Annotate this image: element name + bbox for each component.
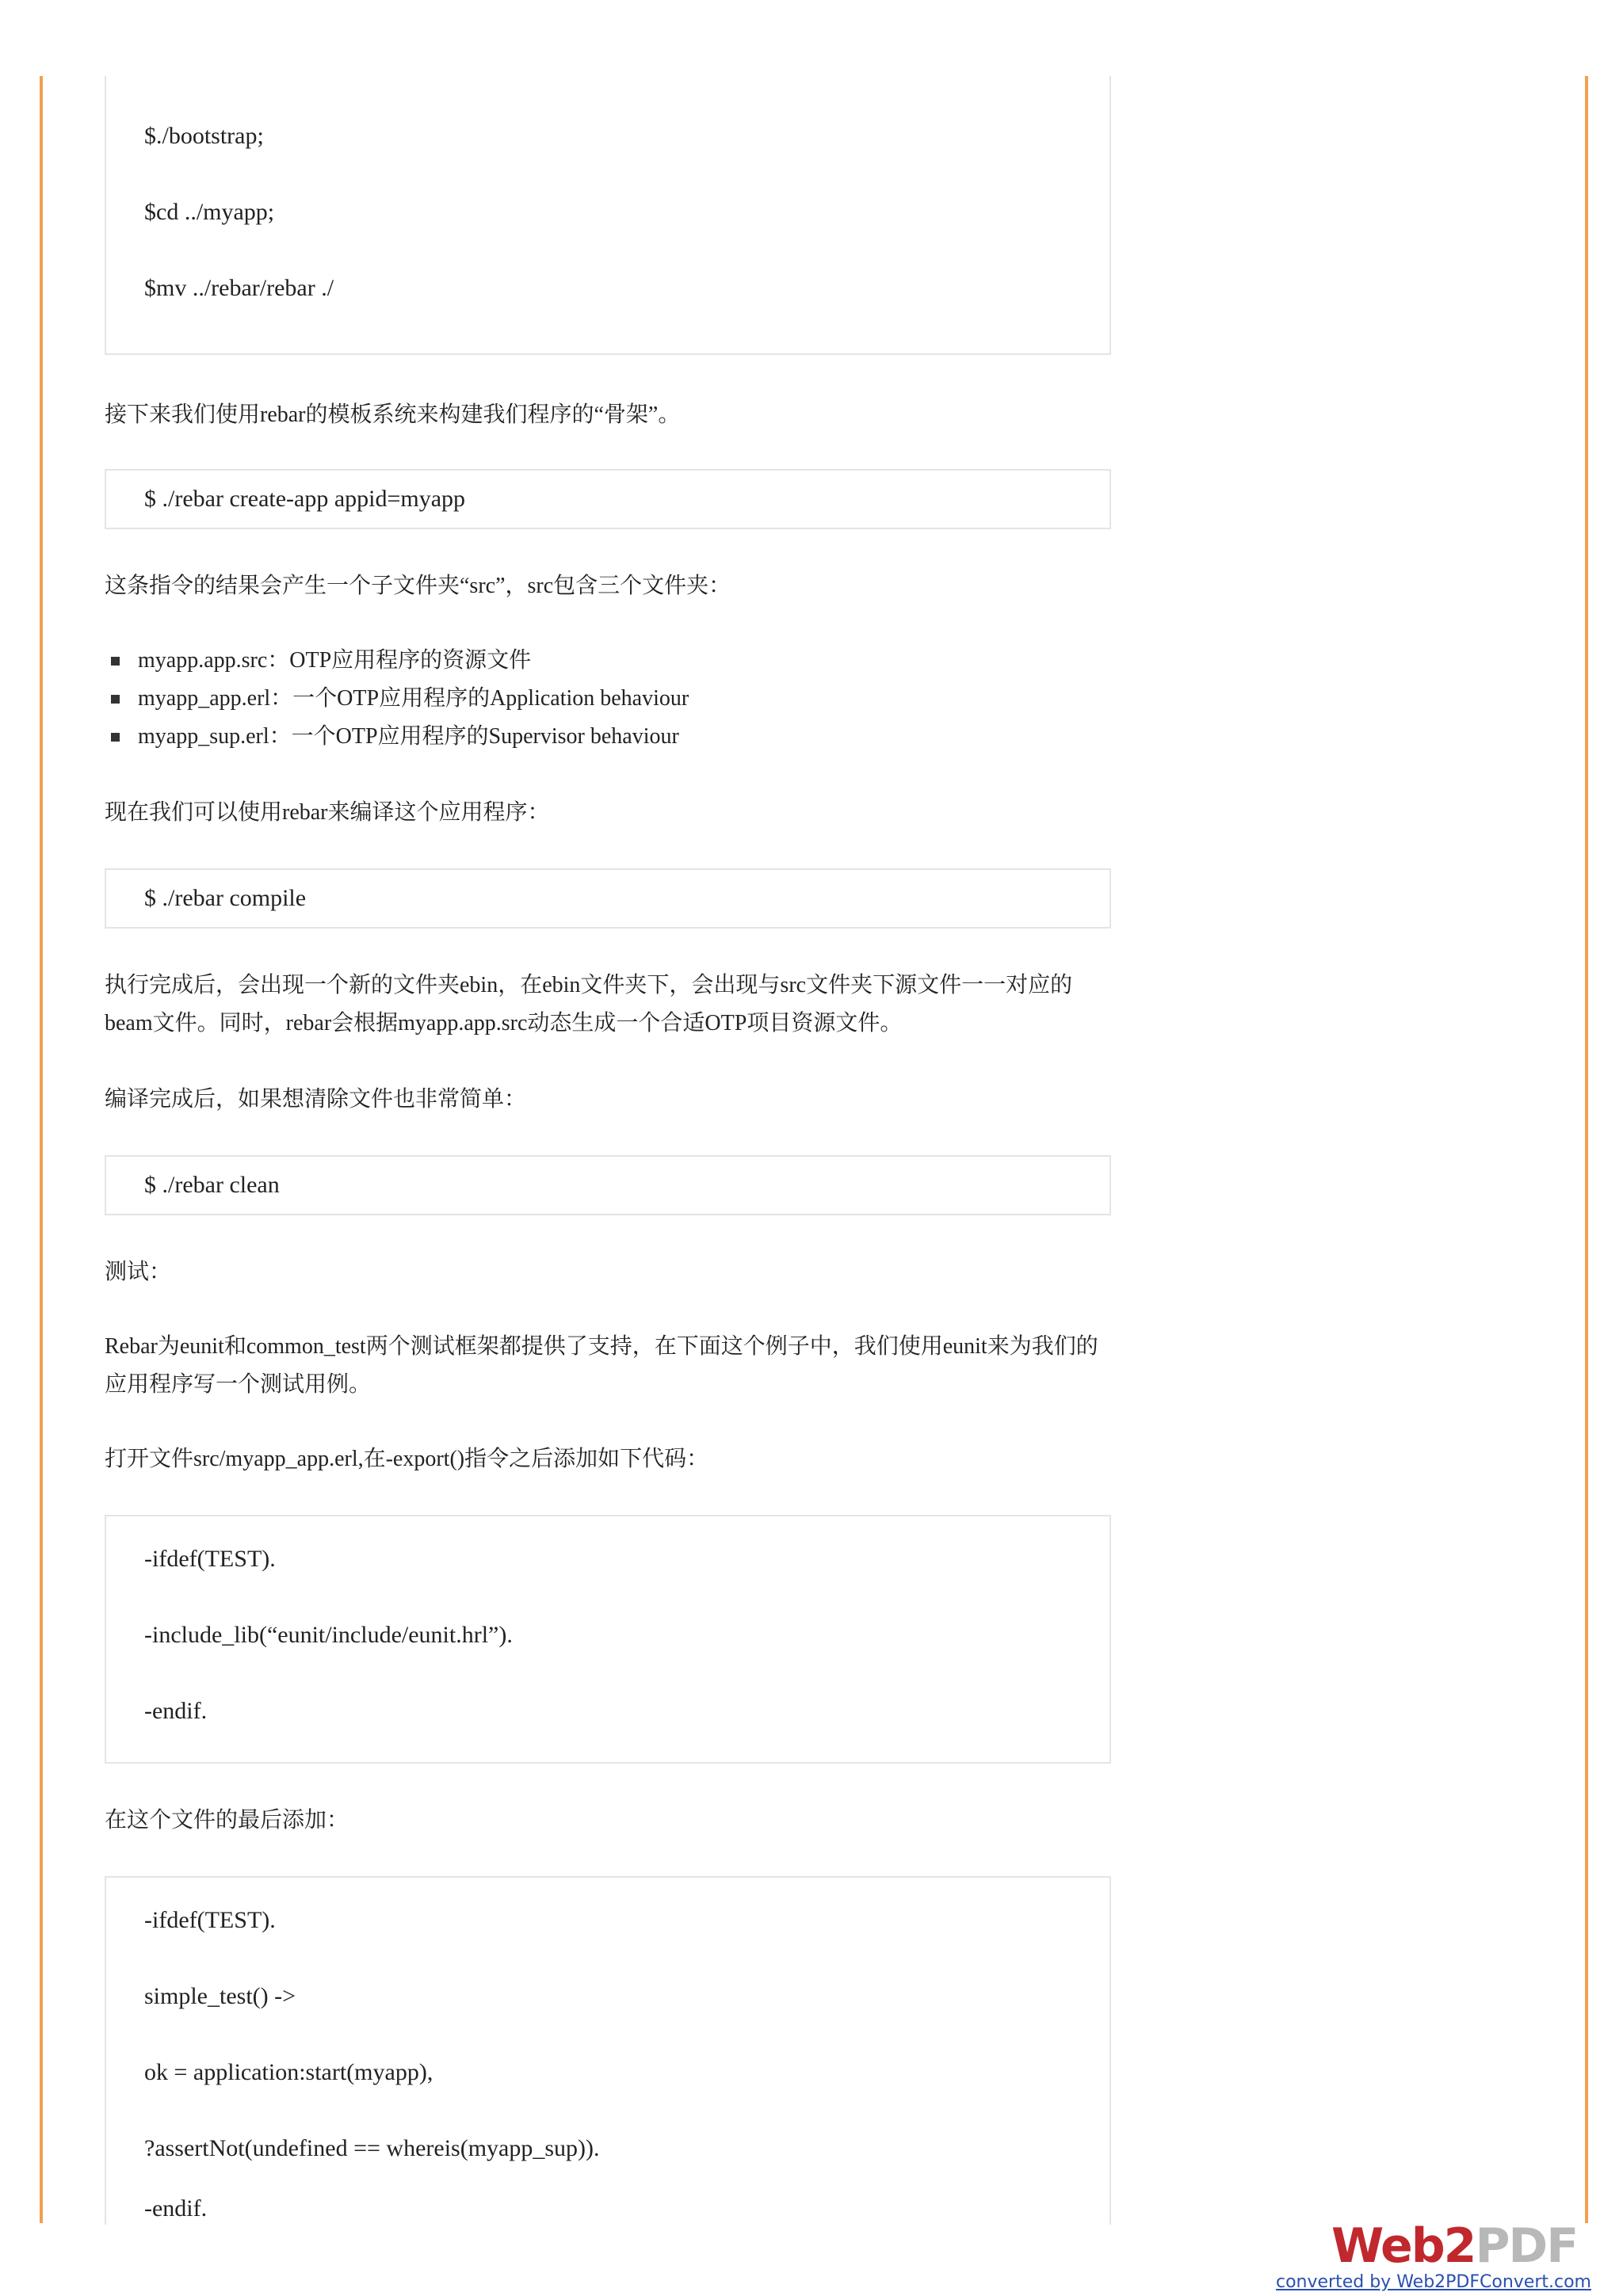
- list-item: [105, 718, 689, 756]
- code-line: ?assertNot(undefined == whereis(myapp_sup)).: [144, 2135, 600, 2161]
- code-block: [105, 1155, 1111, 1215]
- paragraph: 编译完成后，如果想清除文件也非常简单：: [105, 1087, 527, 1112]
- code-line: $ ./rebar create-app appid=myapp: [144, 486, 466, 512]
- code-line: -ifdef(TEST).: [144, 1546, 276, 1572]
- paragraph: Rebar为eunit和common_test两个测试框架都提供了支持，在下面这个例子中，我们使用eunit来为我们的应用程序写一个测试用例。: [105, 1334, 1098, 1397]
- list-item: [105, 642, 689, 680]
- paragraph: 在这个文件的最后添加：: [105, 1808, 349, 1833]
- list-item-text: myapp.app.src：OTP应用程序的资源文件: [138, 648, 532, 673]
- code-line: $ ./rebar clean: [144, 1172, 280, 1198]
- page-border-left: [40, 76, 43, 2223]
- web2pdf-link[interactable]: converted by Web2PDFConvert.com: [1276, 2272, 1591, 2292]
- file-list: [105, 642, 689, 756]
- paragraph: 这条指令的结果会产生一个子文件夹“src”，src包含三个文件夹：: [105, 574, 731, 598]
- code-line: $mv ../rebar/rebar ./: [144, 275, 334, 301]
- code-block: [105, 1515, 1111, 1764]
- code-line: -include_lib(“eunit/include/eunit.hrl”).: [144, 1622, 513, 1648]
- code-block: [105, 868, 1111, 929]
- code-block: [105, 1876, 1111, 2225]
- paragraph: 接下来我们使用rebar的模板系统来构建我们程序的“骨架”。: [105, 402, 681, 427]
- code-line: -ifdef(TEST).: [144, 1907, 276, 1933]
- code-line: $cd ../myapp;: [144, 199, 275, 225]
- logo-text-web2: Web2: [1331, 2218, 1476, 2274]
- bullet-icon: [111, 695, 120, 704]
- list-item-text: myapp_sup.erl：一个OTP应用程序的Supervisor behaviour: [138, 724, 679, 749]
- code-line: simple_test() ->: [144, 1983, 296, 2009]
- paragraph: 现在我们可以使用rebar来编译这个应用程序：: [105, 800, 550, 825]
- logo-text-pdf: PDF: [1475, 2218, 1578, 2274]
- code-line: $./bootstrap;: [144, 123, 264, 149]
- page-border-right: [1585, 76, 1588, 2223]
- bullet-icon: [111, 733, 120, 742]
- section-heading: 测试：: [105, 1260, 172, 1284]
- list-item-text: myapp_app.erl：一个OTP应用程序的Application behaviour: [138, 686, 689, 711]
- paragraph: 执行完成后，会出现一个新的文件夹ebin，在ebin文件夹下，会出现与src文件夹下源文件一一对应的beam文件。同时，rebar会根据myapp.app.src动态生成一个合适OTP项目资源文件。: [105, 973, 1073, 1035]
- code-block: [105, 76, 1111, 355]
- code-line: -endif.: [144, 2195, 208, 2222]
- paragraph: 打开文件src/myapp_app.erl,在-export()指令之后添加如下代码：: [105, 1447, 709, 1471]
- code-line: $ ./rebar compile: [144, 885, 307, 911]
- code-line: ok = application:start(myapp),: [144, 2059, 433, 2085]
- web2pdf-logo: [1331, 2218, 1578, 2274]
- code-line: -endif.: [144, 1698, 208, 1724]
- bullet-icon: [111, 657, 120, 666]
- code-block: [105, 469, 1111, 529]
- list-item: [105, 680, 689, 718]
